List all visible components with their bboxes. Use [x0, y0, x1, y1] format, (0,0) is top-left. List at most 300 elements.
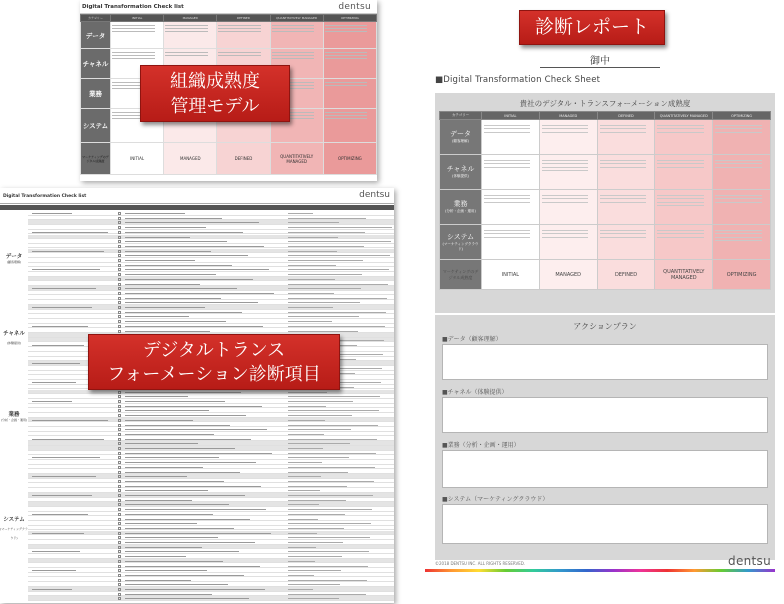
checkbox[interactable]: [118, 212, 121, 215]
callout-line: フォーメーション診断項目: [107, 364, 321, 385]
checklist-callout: [88, 334, 340, 390]
checkbox[interactable]: [118, 226, 121, 229]
category-cell: [81, 49, 111, 79]
checkbox[interactable]: [118, 325, 121, 328]
checkbox[interactable]: [118, 320, 121, 323]
checkbox[interactable]: [118, 400, 121, 403]
category-sub: (分析・企画・運用): [0, 418, 28, 422]
checkbox[interactable]: [118, 311, 121, 314]
checklist-note-text: [288, 584, 340, 585]
checklist-item-text: [125, 298, 221, 299]
category-cell: [440, 155, 482, 190]
checklist-note-text: [288, 316, 359, 317]
checklist-note-text: [288, 321, 332, 322]
checklist-question-text: [32, 420, 108, 421]
category-cell: [81, 79, 111, 109]
checkbox[interactable]: [118, 297, 121, 300]
level-managed: MANAGED: [539, 260, 597, 290]
checklist-item-text: [125, 486, 261, 487]
checklist-question-text: [32, 288, 96, 289]
header-cell: MANAGED: [164, 15, 217, 22]
checklist-item-text: [125, 415, 246, 416]
checklist-item-text: [125, 307, 205, 308]
checklist-item-text: [125, 241, 227, 242]
category-name: 業務: [8, 412, 20, 418]
category-sub: (体験提供): [452, 174, 469, 178]
checklist-item-text: [125, 490, 208, 491]
checklist-question-text: [32, 589, 72, 590]
maturity-sheet-title: Digital Transformation Check list: [82, 3, 184, 10]
copyright-text: ©2018 DENTSU INC. ALL RIGHTS RESERVED.: [435, 561, 526, 566]
report-row-system: [440, 225, 771, 260]
checklist-note-text: [288, 566, 368, 567]
checkbox[interactable]: [118, 503, 121, 506]
checklist-category: [0, 516, 28, 543]
checkbox[interactable]: [118, 268, 121, 271]
dentsu-logo: dentsu: [359, 190, 390, 200]
checklist-item-text: [125, 594, 212, 595]
checklist-note-text: [288, 392, 327, 393]
checkbox[interactable]: [118, 414, 121, 417]
checkbox[interactable]: [118, 330, 121, 333]
checklist-question-text: [32, 269, 100, 270]
header-cell: DEFINED: [217, 15, 270, 22]
checklist-note-text: [288, 453, 376, 454]
checklist-note-text: [288, 265, 336, 266]
report-header-row: [440, 112, 771, 120]
checklist-item-text: [125, 392, 241, 393]
dentsu-logo: dentsu: [338, 2, 371, 12]
checkbox[interactable]: [118, 475, 121, 478]
checklist-item-text: [125, 434, 214, 435]
checklist-note-text: [288, 448, 323, 449]
checklist-question-text: [32, 307, 92, 308]
maturity-sheet-header: [80, 0, 377, 14]
action-plan-panel: [435, 315, 775, 560]
checkbox[interactable]: [118, 217, 121, 220]
checkbox[interactable]: [118, 461, 121, 464]
checklist-note-text: [288, 476, 321, 477]
header-cell: INITIAL: [482, 112, 540, 120]
header-cell: DEFINED: [597, 112, 655, 120]
category-name: チャネル: [446, 165, 475, 173]
checklist-item-text: [125, 260, 195, 261]
checklist-question-text: [32, 213, 72, 214]
checklist-note-text: [288, 425, 378, 426]
checklist-note-text: [288, 598, 339, 599]
checklist-note-text: [288, 237, 338, 238]
checkbox[interactable]: [118, 283, 121, 286]
checklist-note-text: [288, 279, 335, 280]
checklist-note-text: [288, 255, 390, 256]
checklist-item-text: [125, 227, 206, 228]
checkbox[interactable]: [118, 494, 121, 497]
maturity-panel: [435, 93, 775, 313]
checklist-note-text: [288, 232, 365, 233]
checklist-item-text: [125, 495, 245, 496]
category-name: 業務: [89, 90, 102, 98]
checklist-note-text: [288, 514, 345, 515]
checklist-item-text: [125, 523, 197, 524]
checklist-item-text: [125, 302, 258, 303]
action-field-channel[interactable]: [442, 397, 768, 433]
header-cell: QUANTITATIVELY MANAGED: [270, 15, 323, 22]
level-initial: INITIAL: [111, 143, 164, 175]
checkbox[interactable]: [118, 513, 121, 516]
checklist-note-text: [288, 406, 326, 407]
checklist-item-text: [125, 312, 242, 313]
checklist-question-text: [32, 495, 92, 496]
checklist-note-text: [288, 580, 367, 581]
checklist-note-text: [288, 523, 371, 524]
checklist-column-header: [0, 205, 394, 210]
checklist-item-text: [125, 509, 266, 510]
checklist-item-text: [125, 547, 202, 548]
category-name: チャネル: [82, 60, 109, 68]
checklist-item-text: [125, 265, 232, 266]
checklist-note-text: [288, 556, 342, 557]
checklist-note-text: [288, 472, 348, 473]
action-field-system[interactable]: [442, 504, 768, 544]
report-row-channel: [440, 155, 771, 190]
category-sub: (マーケティングクラウド): [0, 527, 28, 540]
checklist-item-text: [125, 331, 210, 332]
category-name: チャネル: [3, 331, 25, 337]
checkbox[interactable]: [118, 583, 121, 586]
action-label-data: ■データ（顧客理解）: [442, 336, 502, 343]
action-label-system: ■システム（マーケティングクラウド）: [442, 496, 549, 503]
checklist-item-text: [125, 284, 200, 285]
checklist-item-text: [125, 218, 222, 219]
action-label-operations: ■業務（分析・企画・運用）: [442, 442, 520, 449]
checkbox[interactable]: [118, 541, 121, 544]
checklist-note-text: [288, 227, 392, 228]
report-row-operations: [440, 190, 771, 225]
checklist-item-text: [125, 439, 251, 440]
checklist-note-text: [288, 429, 351, 430]
action-label-channel: ■チャネル（体験提供）: [442, 389, 508, 396]
checklist-title: Digital Transformation Check list: [3, 194, 87, 199]
level-optimizing: OPTIMIZING: [323, 143, 376, 175]
checklist-note-text: [288, 302, 360, 303]
checklist-note-text: [288, 481, 374, 482]
checklist-item-text: [125, 476, 187, 477]
checklist-item-text: [125, 500, 192, 501]
checklist-item-text: [125, 570, 207, 571]
checklist-item-text: [125, 481, 224, 482]
checklist-question-text: [32, 476, 96, 477]
checklist-item-text: [125, 467, 203, 468]
checklist-item-text: [125, 401, 225, 402]
checklist-question-text: [32, 326, 88, 327]
checkbox[interactable]: [118, 315, 121, 318]
category-name: システム: [446, 232, 475, 241]
checklist-item-text: [125, 237, 190, 238]
checklist-note-text: [288, 594, 366, 595]
checklist-item-text: [125, 213, 185, 214]
checklist-note-text: [288, 528, 344, 529]
checkbox[interactable]: [118, 221, 121, 224]
action-plan-title: アクションプラン: [573, 322, 637, 331]
checklist-question-text: [32, 439, 104, 440]
checkbox[interactable]: [118, 240, 121, 243]
dentsu-logo: dentsu: [728, 554, 771, 568]
checklist-note-text: [288, 288, 361, 289]
checklist-category: [0, 252, 28, 264]
level-quantitatively-managed: QUANTITATIVELY MANAGED: [655, 260, 713, 290]
maturity-model-callout: [140, 65, 290, 122]
checklist-item-text: [125, 589, 265, 590]
checklist-category: [0, 330, 28, 348]
checklist-item-text: [125, 316, 189, 317]
checkbox[interactable]: [118, 527, 121, 530]
category-name: データ: [450, 130, 471, 138]
checklist-note-text: [288, 519, 318, 520]
report-sheet-title: ■Digital Transformation Check Sheet: [435, 75, 601, 85]
checkbox[interactable]: [118, 489, 121, 492]
checkbox[interactable]: [118, 250, 121, 253]
checklist-note-text: [288, 213, 313, 214]
checklist-question-text: [32, 382, 76, 383]
checkbox[interactable]: [118, 409, 121, 412]
level-defined: DEFINED: [217, 143, 270, 175]
checklist-note-text: [288, 434, 324, 435]
checkbox[interactable]: [118, 518, 121, 521]
checklist-note-text: [288, 251, 337, 252]
category-cell: [440, 120, 482, 155]
checklist-item-text: [125, 269, 269, 270]
maturity-levels-row: [81, 143, 377, 175]
category-sub: (顧客理解): [452, 139, 469, 143]
checkbox[interactable]: [118, 593, 121, 596]
checklist-item-text: [125, 566, 260, 567]
checkbox[interactable]: [118, 433, 121, 436]
header-cell: MANAGED: [539, 112, 597, 120]
checklist-note-text: [288, 462, 322, 463]
category-name: データ: [85, 31, 106, 40]
checklist-note-text: [288, 222, 339, 223]
checklist-note-text: [288, 542, 343, 543]
checkbox[interactable]: [118, 574, 121, 577]
checkbox[interactable]: [118, 522, 121, 525]
maturity-header-row: [81, 15, 377, 22]
checkbox[interactable]: [118, 428, 121, 431]
category-cell: [440, 190, 482, 225]
recipient-honorific: 御中: [590, 56, 610, 67]
checkbox[interactable]: [118, 546, 121, 549]
checklist-item-text: [125, 321, 226, 322]
category-sub: (分析・企画・運用): [445, 209, 476, 213]
checklist-note-text: [288, 401, 353, 402]
level-optimizing: OPTIMIZING: [713, 260, 771, 290]
checkbox[interactable]: [118, 278, 121, 281]
diagnostic-report: [425, 48, 775, 572]
checklist-item-text: [125, 443, 198, 444]
checklist-note-text: [288, 307, 333, 308]
category-sub: (体験提供): [6, 341, 22, 345]
checkbox[interactable]: [118, 405, 121, 408]
checklist-note-text: [288, 589, 313, 590]
maturity-row-data: [81, 22, 377, 49]
checklist-note-text: [288, 269, 389, 270]
action-field-operations[interactable]: [442, 450, 768, 488]
checklist-item-text: [125, 251, 211, 252]
checklist-note-text: [288, 443, 350, 444]
category-cell: [81, 109, 111, 143]
checklist-note-text: [288, 509, 372, 510]
checklist-note-text: [288, 331, 358, 332]
checklist-note-text: [288, 575, 314, 576]
checkbox[interactable]: [118, 485, 121, 488]
checkbox[interactable]: [118, 532, 121, 535]
checklist-item-text: [125, 584, 228, 585]
action-field-data[interactable]: [442, 344, 768, 380]
checklist-question-text: [32, 457, 100, 458]
checklist-note-text: [288, 467, 375, 468]
checkbox[interactable]: [118, 287, 121, 290]
checklist-note-text: [288, 537, 370, 538]
checkbox[interactable]: [118, 508, 121, 511]
levels-category-cell: マーケティングのデジタル成熟度: [81, 143, 111, 175]
category-cell: [81, 22, 111, 49]
checklist-item-text: [125, 429, 267, 430]
checklist-item-text: [125, 504, 229, 505]
category-sub: (マーケティングクラウド): [442, 241, 479, 251]
checkbox[interactable]: [118, 536, 121, 539]
checklist-question-text: [32, 551, 80, 552]
checkbox[interactable]: [118, 254, 121, 257]
checklist-note-text: [288, 495, 373, 496]
checkbox[interactable]: [118, 452, 121, 455]
level-defined: DEFINED: [597, 260, 655, 290]
checklist-item-text: [125, 575, 244, 576]
checklist-item-text: [125, 293, 274, 294]
checklist-item-text: [125, 232, 243, 233]
checkbox[interactable]: [118, 236, 121, 239]
checkbox[interactable]: [118, 442, 121, 445]
checklist-note-text: [288, 410, 379, 411]
callout-line: デジタルトランス: [142, 340, 286, 361]
checkbox[interactable]: [118, 391, 121, 394]
header-cell: カテゴリー: [440, 112, 482, 120]
checkbox[interactable]: [118, 569, 121, 572]
checkbox[interactable]: [118, 231, 121, 234]
header-cell: INITIAL: [111, 15, 164, 22]
checklist-item-text: [125, 448, 235, 449]
header-cell: QUANTITATIVELY MANAGED: [655, 112, 713, 120]
checkbox[interactable]: [118, 555, 121, 558]
checkbox[interactable]: [118, 579, 121, 582]
category-sub: (顧客理解): [6, 260, 22, 264]
checklist-question-text: [32, 251, 104, 252]
checkbox[interactable]: [118, 447, 121, 450]
checklist-note-text: [288, 490, 320, 491]
checkbox[interactable]: [118, 499, 121, 502]
checklist-note-text: [288, 561, 315, 562]
checklist-item-text: [125, 561, 223, 562]
checklist-note-text: [288, 547, 316, 548]
checkbox[interactable]: [118, 438, 121, 441]
checklist-note-text: [288, 533, 317, 534]
checklist-item-text: [125, 542, 255, 543]
checklist-question-text: [32, 345, 84, 346]
checklist-item-text: [125, 457, 219, 458]
category-cell: [440, 225, 482, 260]
checkbox[interactable]: [118, 245, 121, 248]
checkbox[interactable]: [118, 292, 121, 295]
header-cell: OPTIMIZING: [323, 15, 376, 22]
level-managed: MANAGED: [164, 143, 217, 175]
checklist-note-text: [288, 504, 319, 505]
checkbox[interactable]: [118, 471, 121, 474]
checkbox[interactable]: [118, 588, 121, 591]
color-bar: [425, 569, 775, 572]
checkbox[interactable]: [118, 560, 121, 563]
checklist-question-text: [32, 570, 76, 571]
checklist-item-text: [125, 533, 271, 534]
checkbox[interactable]: [118, 597, 121, 600]
checkbox[interactable]: [118, 306, 121, 309]
checklist-note-text: [288, 284, 388, 285]
checklist-question-text: [32, 232, 108, 233]
checkbox[interactable]: [118, 565, 121, 568]
checkbox[interactable]: [118, 264, 121, 267]
maturity-panel-title: 貴社のデジタル・トランスフォーメーション成熟度: [519, 99, 691, 108]
category-name: システム: [3, 517, 25, 523]
checklist-item-text: [125, 528, 234, 529]
checklist-item-text: [125, 425, 230, 426]
checklist-note-text: [288, 241, 391, 242]
checklist-note-text: [288, 293, 334, 294]
category-name: 業務: [453, 200, 468, 208]
callout-line: 組織成熟度: [170, 71, 260, 92]
checklist-note-text: [288, 439, 377, 440]
checklist-item-text: [125, 519, 250, 520]
checklist-item-text: [125, 551, 239, 552]
checklist-item-text: [125, 556, 186, 557]
checklist-item-text: [125, 410, 209, 411]
checklist-item-text: [125, 472, 240, 473]
checklist-question-text: [32, 363, 80, 364]
checklist-note-text: [288, 246, 364, 247]
checklist-note-text: [288, 218, 366, 219]
checklist-header: [0, 188, 394, 204]
callout-line: 管理モデル: [170, 96, 260, 117]
checkbox[interactable]: [118, 273, 121, 276]
category-name: システム: [82, 122, 109, 130]
checkbox[interactable]: [118, 480, 121, 483]
checklist-item-text: [125, 396, 188, 397]
checkbox[interactable]: [118, 259, 121, 262]
checkbox[interactable]: [118, 466, 121, 469]
checklist-question-text: [32, 533, 84, 534]
checkbox[interactable]: [118, 456, 121, 459]
checkbox[interactable]: [118, 395, 121, 398]
checklist-note-text: [288, 415, 352, 416]
checklist-item-text: [125, 222, 259, 223]
report-levels-row: [440, 260, 771, 290]
checkbox[interactable]: [118, 419, 121, 422]
checklist-category: [0, 410, 28, 422]
checklist-note-text: [288, 260, 363, 261]
checklist-note-text: [288, 457, 349, 458]
checklist-note-text: [288, 551, 369, 552]
checklist-item-text: [125, 326, 263, 327]
checkbox[interactable]: [118, 301, 121, 304]
checklist-note-text: [288, 570, 341, 571]
checkbox[interactable]: [118, 424, 121, 427]
checkbox[interactable]: [118, 550, 121, 553]
